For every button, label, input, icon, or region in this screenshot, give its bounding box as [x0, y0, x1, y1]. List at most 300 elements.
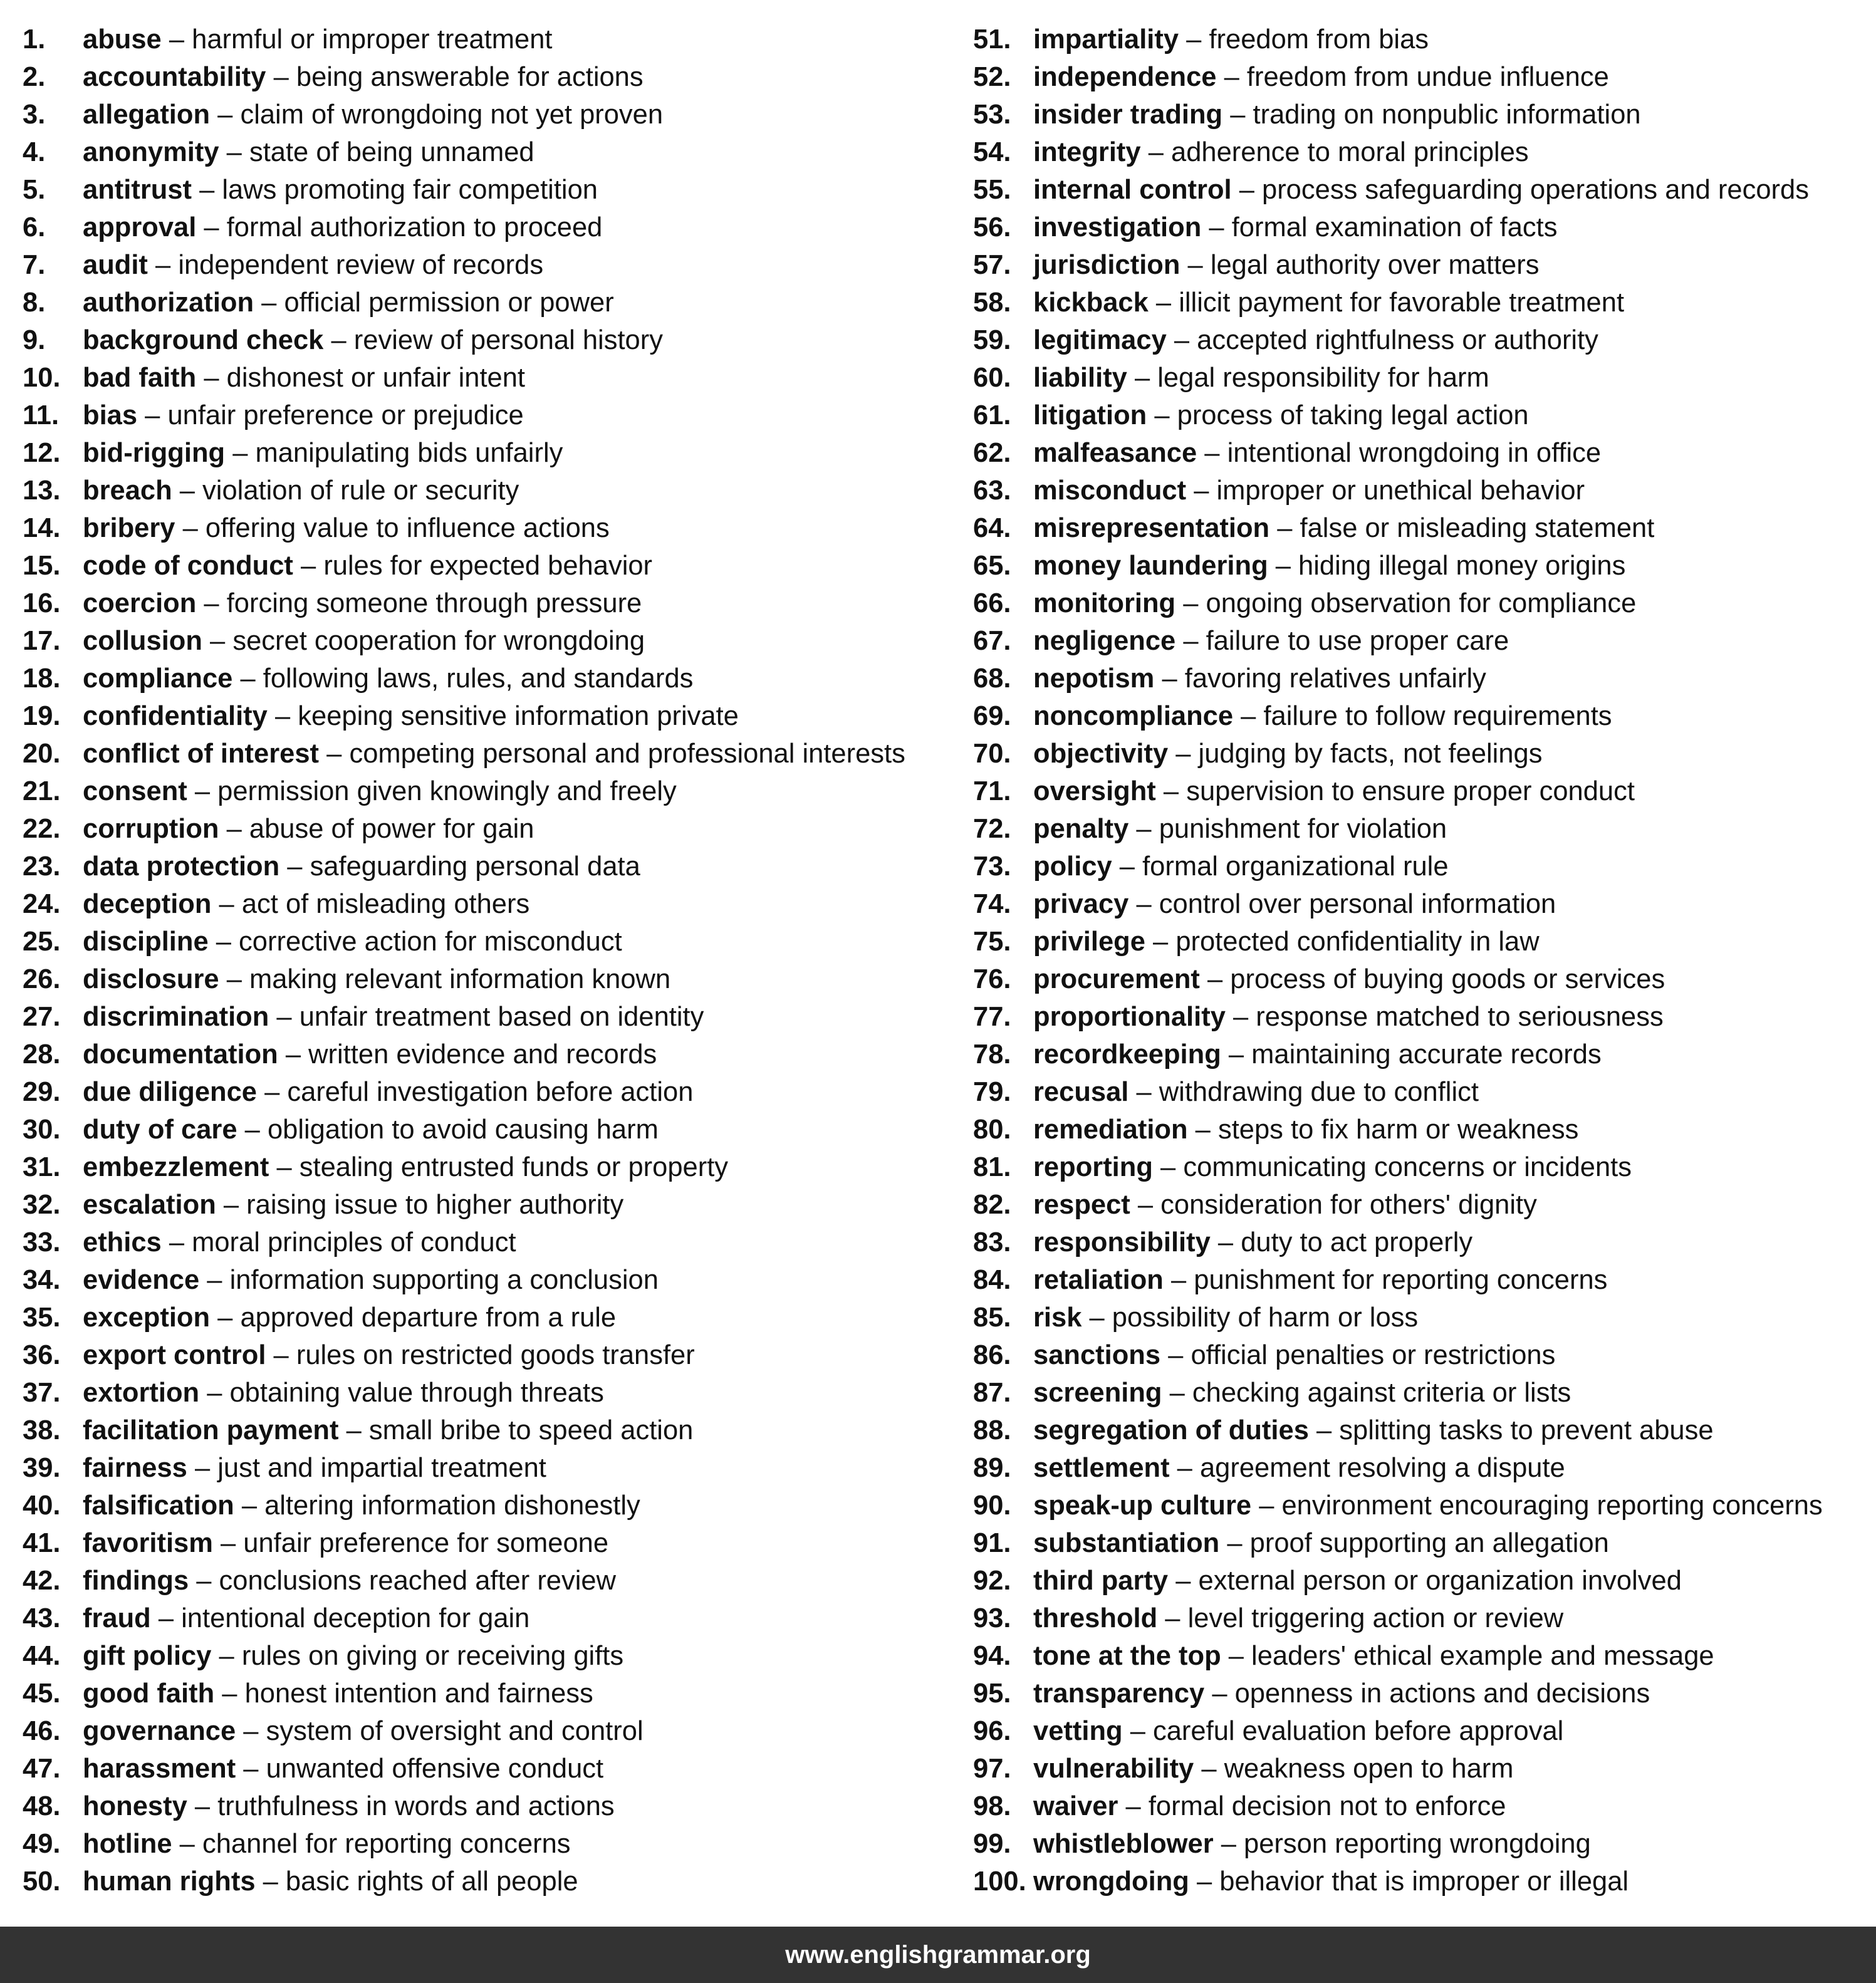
entry-definition: stealing entrusted funds or property	[299, 1152, 729, 1182]
entry-definition: external person or organization involved	[1198, 1566, 1682, 1596]
glossary-entry	[23, 1750, 962, 1788]
footer-website-link[interactable]: www.englishgrammar.org	[785, 1941, 1091, 1969]
glossary-entry	[973, 209, 1863, 246]
glossary-entry	[23, 1675, 962, 1712]
entry-term: respect	[1033, 1190, 1130, 1220]
entry-separator: –	[1207, 964, 1223, 994]
entry-term: facilitation payment	[83, 1415, 339, 1445]
entry-definition: favoring relatives unfairly	[1184, 664, 1486, 694]
entry-separator: –	[1130, 1716, 1145, 1746]
entry-separator: –	[194, 776, 211, 806]
entry-number: 21.	[23, 776, 61, 806]
glossary-entry	[23, 509, 962, 547]
glossary-entry	[23, 1148, 962, 1186]
entry-definition: formal authorization to proceed	[226, 212, 603, 242]
entry-separator: –	[273, 1340, 289, 1370]
entry-separator: –	[226, 964, 242, 994]
entry-number: 80.	[973, 1115, 1011, 1145]
entry-term: sanctions	[1033, 1340, 1161, 1370]
glossary-entry	[23, 246, 962, 284]
glossary-entry	[973, 1863, 1863, 1900]
entry-definition: weakness open to harm	[1224, 1754, 1514, 1784]
entry-definition: failure to use proper care	[1206, 626, 1509, 656]
entry-separator: –	[158, 1603, 174, 1633]
entry-separator: –	[243, 1716, 259, 1746]
entry-number: 100.	[973, 1866, 1026, 1897]
entry-number: 10.	[23, 363, 61, 393]
entry-definition: behavior that is improper or illegal	[1219, 1866, 1629, 1897]
entry-term: substantiation	[1033, 1528, 1220, 1558]
entry-definition: honest intention and fairness	[244, 1679, 593, 1709]
entry-separator: –	[1119, 851, 1135, 882]
entry-definition: agreement resolving a dispute	[1199, 1453, 1565, 1483]
entry-number: 84.	[973, 1265, 1011, 1295]
entry-definition: claim of wrongdoing not yet proven	[240, 100, 664, 130]
entry-definition: written evidence and records	[308, 1039, 657, 1070]
glossary-entry	[973, 1036, 1863, 1073]
entry-number: 89.	[973, 1453, 1011, 1483]
entry-number: 38.	[23, 1415, 61, 1445]
entry-separator: –	[1241, 701, 1256, 731]
entry-separator: –	[217, 1303, 233, 1333]
entry-number: 27.	[23, 1002, 61, 1032]
glossary-entry	[973, 1299, 1863, 1336]
entry-separator: –	[204, 363, 219, 393]
entry-number: 53.	[973, 100, 1011, 130]
entry-term: integrity	[1033, 137, 1141, 167]
glossary-entry	[23, 1299, 962, 1336]
entry-definition: competing personal and professional interests	[349, 739, 905, 769]
entry-definition: unfair preference or prejudice	[167, 400, 524, 430]
entry-term: ethics	[83, 1227, 162, 1257]
entry-term: gift policy	[83, 1641, 212, 1671]
entry-term: allegation	[83, 100, 211, 130]
entry-separator: –	[326, 739, 342, 769]
entry-separator: –	[1209, 212, 1224, 242]
glossary-entry	[973, 1825, 1863, 1863]
entry-term: breach	[83, 476, 172, 506]
entry-number: 52.	[973, 62, 1011, 92]
entry-separator: –	[1168, 1340, 1184, 1370]
entry-number: 16.	[23, 588, 61, 618]
entry-number: 2.	[23, 62, 46, 92]
entry-definition: illicit payment for favorable treatment	[1179, 288, 1625, 318]
entry-definition: intentional deception for gain	[181, 1603, 530, 1633]
entry-number: 56.	[973, 212, 1011, 242]
entry-term: documentation	[83, 1039, 278, 1070]
glossary-entry	[23, 960, 962, 998]
entry-separator: –	[1148, 137, 1164, 167]
entry-number: 72.	[973, 814, 1011, 844]
entry-definition: unfair treatment based on identity	[299, 1002, 704, 1032]
entry-definition: unwanted offensive conduct	[266, 1754, 604, 1784]
glossary-entry	[973, 171, 1863, 209]
entry-definition: checking against criteria or lists	[1192, 1378, 1571, 1408]
glossary-entry	[23, 1562, 962, 1600]
entry-separator: –	[1136, 889, 1152, 919]
entry-separator: –	[204, 212, 219, 242]
entry-number: 67.	[973, 626, 1011, 656]
entry-number: 65.	[973, 551, 1011, 581]
entry-separator: –	[1136, 814, 1152, 844]
entry-definition: process of taking legal action	[1177, 400, 1529, 430]
entry-term: privacy	[1033, 889, 1129, 919]
entry-term: responsibility	[1033, 1227, 1211, 1257]
glossary-entry	[973, 622, 1863, 660]
entry-term: bribery	[83, 513, 175, 543]
glossary-entry	[23, 1261, 962, 1299]
entry-term: compliance	[83, 664, 233, 694]
entry-number: 87.	[973, 1378, 1011, 1408]
entry-separator: –	[276, 1152, 292, 1182]
glossary-entry	[973, 1073, 1863, 1111]
entry-term: authorization	[83, 288, 254, 318]
entry-number: 60.	[973, 363, 1011, 393]
entry-term: due diligence	[83, 1077, 257, 1107]
entry-number: 28.	[23, 1039, 61, 1070]
entry-definition: control over personal information	[1159, 889, 1556, 919]
entry-separator: –	[301, 551, 316, 581]
glossary-entry	[23, 21, 962, 58]
entry-number: 73.	[973, 851, 1011, 882]
entry-term: confidentiality	[83, 701, 268, 731]
entry-separator: –	[1174, 325, 1190, 355]
entry-term: honesty	[83, 1791, 187, 1821]
entry-term: money laundering	[1033, 551, 1268, 581]
glossary-entry	[23, 1600, 962, 1637]
glossary-entry	[23, 998, 962, 1036]
glossary-column-left	[23, 21, 962, 1900]
entry-definition: punishment for reporting concerns	[1194, 1265, 1608, 1295]
entry-term: misrepresentation	[1033, 513, 1270, 543]
entry-definition: basic rights of all people	[285, 1866, 578, 1897]
entry-term: audit	[83, 250, 148, 280]
entry-separator: –	[287, 851, 303, 882]
entry-number: 76.	[973, 964, 1011, 994]
entry-definition: making relevant information known	[249, 964, 671, 994]
entry-separator: –	[1277, 513, 1293, 543]
entry-term: accountability	[83, 62, 266, 92]
glossary-entry	[973, 1637, 1863, 1675]
entry-number: 59.	[973, 325, 1011, 355]
glossary-entry	[973, 1788, 1863, 1825]
entry-definition: leaders' ethical example and message	[1251, 1641, 1714, 1671]
entry-definition: protected confidentiality in law	[1175, 927, 1540, 957]
entry-separator: –	[232, 438, 248, 468]
entry-number: 35.	[23, 1303, 61, 1333]
glossary-entry	[973, 1336, 1863, 1374]
glossary-entry	[973, 1261, 1863, 1299]
entry-definition: level triggering action or review	[1187, 1603, 1564, 1633]
entry-separator: –	[1201, 1754, 1217, 1784]
entry-separator: –	[223, 1190, 239, 1220]
entry-definition: dishonest or unfair intent	[226, 363, 526, 393]
entry-term: whistleblower	[1033, 1829, 1214, 1859]
glossary-entry	[973, 1600, 1863, 1637]
entry-number: 47.	[23, 1754, 61, 1784]
glossary-entry	[23, 96, 962, 133]
entry-number: 44.	[23, 1641, 61, 1671]
entry-separator: –	[1163, 776, 1179, 806]
entry-term: abuse	[83, 24, 162, 55]
entry-number: 99.	[973, 1829, 1011, 1859]
entry-definition: act of misleading others	[241, 889, 530, 919]
glossary-entry	[23, 1449, 962, 1487]
entry-term: recordkeeping	[1033, 1039, 1221, 1070]
entry-term: malfeasance	[1033, 438, 1197, 468]
glossary-entry	[973, 547, 1863, 585]
entry-definition: punishment for violation	[1159, 814, 1447, 844]
entry-number: 94.	[973, 1641, 1011, 1671]
entry-separator: –	[1089, 1303, 1105, 1333]
entry-separator: –	[194, 1453, 211, 1483]
entry-number: 33.	[23, 1227, 61, 1257]
entry-definition: hiding illegal money origins	[1298, 551, 1626, 581]
glossary-entry	[23, 885, 962, 923]
glossary-entry	[973, 735, 1863, 773]
entry-term: penalty	[1033, 814, 1129, 844]
entry-definition: legal responsibility for harm	[1157, 363, 1489, 393]
glossary-entry	[973, 246, 1863, 284]
entry-number: 5.	[23, 175, 46, 205]
glossary-entry	[23, 1637, 962, 1675]
entry-definition: formal examination of facts	[1231, 212, 1558, 242]
entry-separator: –	[243, 1754, 259, 1784]
glossary-entry	[23, 1073, 962, 1111]
entry-number: 71.	[973, 776, 1011, 806]
entry-separator: –	[1169, 1378, 1185, 1408]
entry-definition: improper or unethical behavior	[1216, 476, 1585, 506]
entry-number: 62.	[973, 438, 1011, 468]
entry-term: corruption	[83, 814, 219, 844]
entry-separator: –	[1259, 1491, 1274, 1521]
entry-definition: obligation to avoid causing harm	[267, 1115, 659, 1145]
glossary-entry	[23, 735, 962, 773]
entry-definition: altering information dishonestly	[264, 1491, 640, 1521]
entry-number: 90.	[973, 1491, 1011, 1521]
entry-definition: permission given knowingly and freely	[217, 776, 677, 806]
entry-separator: –	[1153, 927, 1169, 957]
glossary-entry	[23, 133, 962, 171]
entry-definition: environment encouraging reporting concerns	[1281, 1491, 1823, 1521]
entry-number: 36.	[23, 1340, 61, 1370]
glossary-entry	[23, 434, 962, 472]
entry-term: threshold	[1033, 1603, 1158, 1633]
entry-separator: –	[240, 664, 256, 694]
entry-term: code of conduct	[83, 551, 293, 581]
entry-separator: –	[331, 325, 347, 355]
entry-definition: harmful or improper treatment	[192, 24, 553, 55]
entry-definition: judging by facts, not feelings	[1198, 739, 1543, 769]
entry-definition: channel for reporting concerns	[202, 1829, 571, 1859]
glossary-entry	[23, 622, 962, 660]
entry-term: consent	[83, 776, 187, 806]
entry-term: legitimacy	[1033, 325, 1167, 355]
entry-definition: formal organizational rule	[1142, 851, 1449, 882]
entry-separator: –	[261, 288, 277, 318]
entry-number: 96.	[973, 1716, 1011, 1746]
entry-definition: rules on restricted goods transfer	[296, 1340, 695, 1370]
entry-term: fairness	[83, 1453, 187, 1483]
entry-definition: keeping sensitive information private	[298, 701, 739, 731]
glossary-entry	[23, 1412, 962, 1449]
glossary-entry	[973, 660, 1863, 697]
entry-number: 42.	[23, 1566, 61, 1596]
entry-separator: –	[244, 1115, 260, 1145]
entry-separator: –	[1155, 288, 1172, 318]
entry-term: procurement	[1033, 964, 1200, 994]
entry-separator: –	[182, 513, 198, 543]
glossary-entry	[973, 1111, 1863, 1148]
footer-bar	[0, 1927, 1876, 1983]
entry-separator: –	[1183, 588, 1199, 618]
entry-number: 46.	[23, 1716, 61, 1746]
glossary-entry	[973, 810, 1863, 848]
entry-number: 1.	[23, 24, 46, 55]
entry-number: 23.	[23, 851, 61, 882]
entry-number: 77.	[973, 1002, 1011, 1032]
entry-definition: raising issue to higher authority	[246, 1190, 624, 1220]
glossary-entry	[23, 1487, 962, 1524]
entry-term: harassment	[83, 1754, 236, 1784]
glossary-entry	[23, 1374, 962, 1412]
glossary-entry	[23, 1186, 962, 1224]
entry-number: 15.	[23, 551, 61, 581]
entry-definition: communicating concerns or incidents	[1183, 1152, 1632, 1182]
entry-separator: –	[179, 1829, 195, 1859]
entry-number: 26.	[23, 964, 61, 994]
entry-separator: –	[1177, 1453, 1192, 1483]
entry-definition: system of oversight and control	[266, 1716, 644, 1746]
entry-definition: intentional wrongdoing in office	[1227, 438, 1602, 468]
entry-definition: independent review of records	[178, 250, 544, 280]
glossary-entry	[23, 58, 962, 96]
entry-definition: manipulating bids unfairly	[255, 438, 563, 468]
entry-term: fraud	[83, 1603, 151, 1633]
entry-number: 69.	[973, 701, 1011, 731]
entry-number: 12.	[23, 438, 61, 468]
entry-number: 61.	[973, 400, 1011, 430]
entry-term: remediation	[1033, 1115, 1188, 1145]
glossary-entry	[973, 1562, 1863, 1600]
entry-number: 68.	[973, 664, 1011, 694]
entry-separator: –	[179, 476, 195, 506]
entry-term: screening	[1033, 1378, 1162, 1408]
entry-separator: –	[1136, 1077, 1152, 1107]
entry-number: 34.	[23, 1265, 61, 1295]
entry-separator: –	[1154, 400, 1170, 430]
glossary-entry	[973, 96, 1863, 133]
entry-definition: steps to fix harm or weakness	[1217, 1115, 1579, 1145]
entry-number: 43.	[23, 1603, 61, 1633]
entry-term: policy	[1033, 851, 1112, 882]
glossary-entry	[23, 1788, 962, 1825]
entry-number: 54.	[973, 137, 1011, 167]
entry-term: privilege	[1033, 927, 1145, 957]
entry-number: 32.	[23, 1190, 61, 1220]
entry-definition: adherence to moral principles	[1171, 137, 1529, 167]
entry-term: third party	[1033, 1566, 1169, 1596]
entry-number: 98.	[973, 1791, 1011, 1821]
entry-separator: –	[276, 1002, 292, 1032]
glossary-entry	[23, 209, 962, 246]
entry-number: 24.	[23, 889, 61, 919]
glossary-entry	[23, 1712, 962, 1750]
glossary-entry	[973, 1412, 1863, 1449]
entry-separator: –	[1221, 1829, 1236, 1859]
entry-term: objectivity	[1033, 739, 1169, 769]
entry-term: findings	[83, 1566, 189, 1596]
entry-definition: small bribe to speed action	[368, 1415, 694, 1445]
entry-separator: –	[1239, 175, 1254, 205]
entry-separator: –	[1212, 1679, 1227, 1709]
entry-number: 41.	[23, 1528, 61, 1558]
entry-definition: consideration for others' dignity	[1160, 1190, 1537, 1220]
entry-number: 79.	[973, 1077, 1011, 1107]
entry-term: reporting	[1033, 1152, 1153, 1182]
entry-separator: –	[1224, 62, 1239, 92]
glossary-entry	[23, 585, 962, 622]
entry-definition: splitting tasks to prevent abuse	[1339, 1415, 1714, 1445]
entry-term: anonymity	[83, 137, 219, 167]
entry-number: 86.	[973, 1340, 1011, 1370]
entry-separator: –	[207, 1378, 222, 1408]
entry-term: hotline	[83, 1829, 172, 1859]
entry-term: noncompliance	[1033, 701, 1234, 731]
entry-number: 64.	[973, 513, 1011, 543]
glossary-entry	[973, 1374, 1863, 1412]
entry-number: 39.	[23, 1453, 61, 1483]
entry-number: 31.	[23, 1152, 61, 1182]
glossary-entry	[973, 960, 1863, 998]
entry-separator: –	[169, 1227, 185, 1257]
entry-term: nepotism	[1033, 664, 1155, 694]
entry-number: 8.	[23, 288, 46, 318]
entry-number: 22.	[23, 814, 61, 844]
glossary-entry	[23, 284, 962, 321]
glossary-entry	[23, 660, 962, 697]
entry-number: 70.	[973, 739, 1011, 769]
entry-separator: –	[264, 1077, 280, 1107]
entry-term: antitrust	[83, 175, 192, 205]
entry-term: tone at the top	[1033, 1641, 1221, 1671]
entry-number: 40.	[23, 1491, 61, 1521]
glossary-entry	[973, 397, 1863, 434]
entry-separator: –	[1183, 626, 1199, 656]
entry-definition: careful investigation before action	[287, 1077, 694, 1107]
entry-separator: –	[1170, 1265, 1187, 1295]
entry-number: 93.	[973, 1603, 1011, 1633]
entry-number: 14.	[23, 513, 61, 543]
entry-definition: official permission or power	[284, 288, 614, 318]
entry-separator: –	[1228, 1039, 1244, 1070]
entry-definition: trading on nonpublic information	[1253, 100, 1641, 130]
entry-definition: approved departure from a rule	[240, 1303, 617, 1333]
entry-term: conflict of interest	[83, 739, 320, 769]
glossary-entry	[973, 509, 1863, 547]
entry-number: 83.	[973, 1227, 1011, 1257]
entry-separator: –	[1227, 1528, 1243, 1558]
glossary-entry	[973, 923, 1863, 960]
entry-definition: ongoing observation for compliance	[1206, 588, 1637, 618]
entry-separator: –	[219, 889, 234, 919]
entry-separator: –	[1175, 739, 1191, 769]
entry-term: good faith	[83, 1679, 215, 1709]
entry-term: favoritism	[83, 1528, 213, 1558]
entry-separator: –	[194, 1791, 211, 1821]
entry-definition: legal authority over matters	[1210, 250, 1540, 280]
glossary-entry	[973, 321, 1863, 359]
